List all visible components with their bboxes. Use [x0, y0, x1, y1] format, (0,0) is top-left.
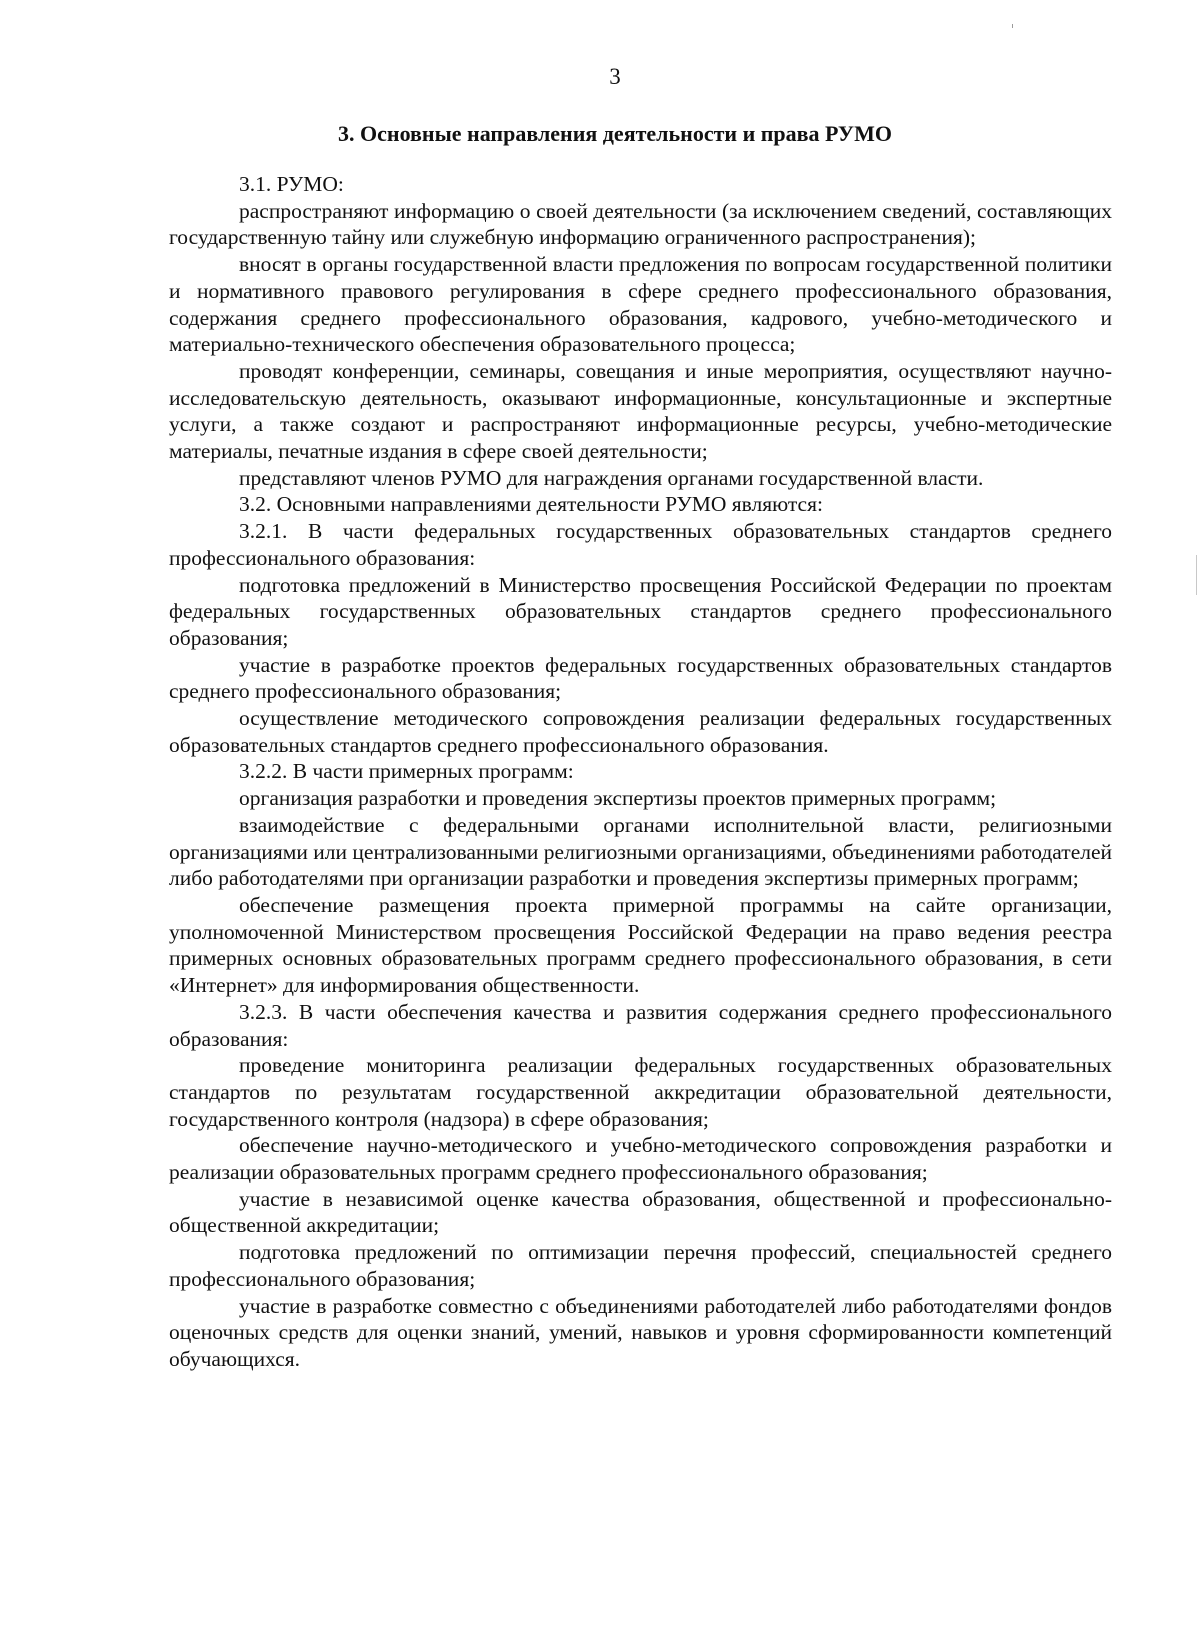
paragraph-program-publication: обеспечение размещения проекта примерной программы на сайте организации, уполномоченной Министерством просвещения Российской Федерации на право ведения реестра примерных основных образовательных программ среднего профессионального образования, в сети «Интернет» для информирования общественности. — [169, 892, 1112, 998]
paragraph-3-1: 3.1. РУМО: — [239, 172, 344, 196]
paragraph-quality-assessment: участие в независимой оценке качества образования, общественной и профессионально-общественной аккредитации; — [169, 1186, 1112, 1238]
paragraph-methodical-support: обеспечение научно-методического и учебно-методического сопровождения разработки и реализации образовательных программ среднего профессионального образования; — [169, 1133, 1112, 1185]
paragraph-fgos-support: осуществление методического сопровождения реализации федеральных государственных образовательных стандартов среднего профессионального образования. — [169, 706, 1112, 757]
paragraph-interaction: взаимодействие с федеральными органами исполнительной власти, религиозными организациями или централизованными религиозными организациями, объединениями работодателей либо работодателями при организации разработки и проведения экспертизы примерных программ; — [169, 812, 1113, 891]
paragraph-monitoring: проведение мониторинга реализации федеральных государственных образовательных стандартов по результатам государственной аккредитации образовательной деятельности, государственного контроля (надзора) в сфере образования; — [169, 1053, 1112, 1131]
section-title: 3. Основные направления деятельности и права РУМО — [338, 121, 892, 146]
paragraph-3-2-2: 3.2.2. В части примерных программ: — [239, 759, 574, 784]
section-body — [169, 171, 1112, 1373]
scan-artifact-right-edge — [1196, 555, 1197, 595]
paragraph-fgos-drafting: участие в разработке проектов федеральных государственных образовательных стандартов среднего профессионального образования; — [169, 652, 1112, 704]
paragraph-program-expertise: организация разработки и проведения экспертизы проектов примерных программ; — [239, 786, 997, 811]
paragraph-disseminate-info: распространяют информацию о своей деятельности (за исключением сведений, составляющих государственную тайну или служебную информацию ограниченного распространения); — [169, 198, 1112, 250]
paragraph-submit-proposals: вносят в органы государственной власти предложения по вопросам государственной политики и нормативного правового регулирования в сфере среднего профессионального образования, содержания среднего профессионального образования, кадрового, учебно-методического и материально-технического обеспечения образовательного процесса; — [169, 252, 1112, 357]
paragraph-3-2-1: 3.2.1. В части федеральных государственных образовательных стандартов среднего профессионального образования: — [169, 519, 1112, 570]
paragraph-fgos-proposals: подготовка предложений в Министерство просвещения Российской Федерации по проектам федеральных государственных образовательных стандартов среднего профессионального образования; — [169, 572, 1112, 650]
paragraph-conferences: проводят конференции, семинары, совещания и иные мероприятия, осуществляют научно-исследовательскую деятельность, оказывают информационные, консультационные и экспертные услуги, а также создают и распространяют информационные ресурсы, учебно-методические материалы, печатные издания в сфере своей деятельности; — [169, 358, 1112, 464]
paragraph-3-2-3: 3.2.3. В части обеспечения качества и развития содержания среднего профессионального образования: — [169, 999, 1112, 1051]
paragraph-assessment-funds: участие в разработке совместно с объединениями работодателей либо работодателями фондов оценочных средств для оценки знаний, умений, навыков и уровня сформированности компетенций обучающихся. — [169, 1293, 1112, 1371]
page-number: 3 — [609, 64, 621, 89]
paragraph-awards: представляют членов РУМО для награждения органами государственной власти. — [239, 465, 984, 490]
scan-artifact-top-right — [1012, 24, 1013, 28]
paragraph-3-2: 3.2. Основными направлениями деятельности РУМО являются: — [239, 492, 823, 517]
paragraph-optimization: подготовка предложений по оптимизации перечня профессий, специальностей среднего профессионального образования; — [169, 1240, 1112, 1291]
